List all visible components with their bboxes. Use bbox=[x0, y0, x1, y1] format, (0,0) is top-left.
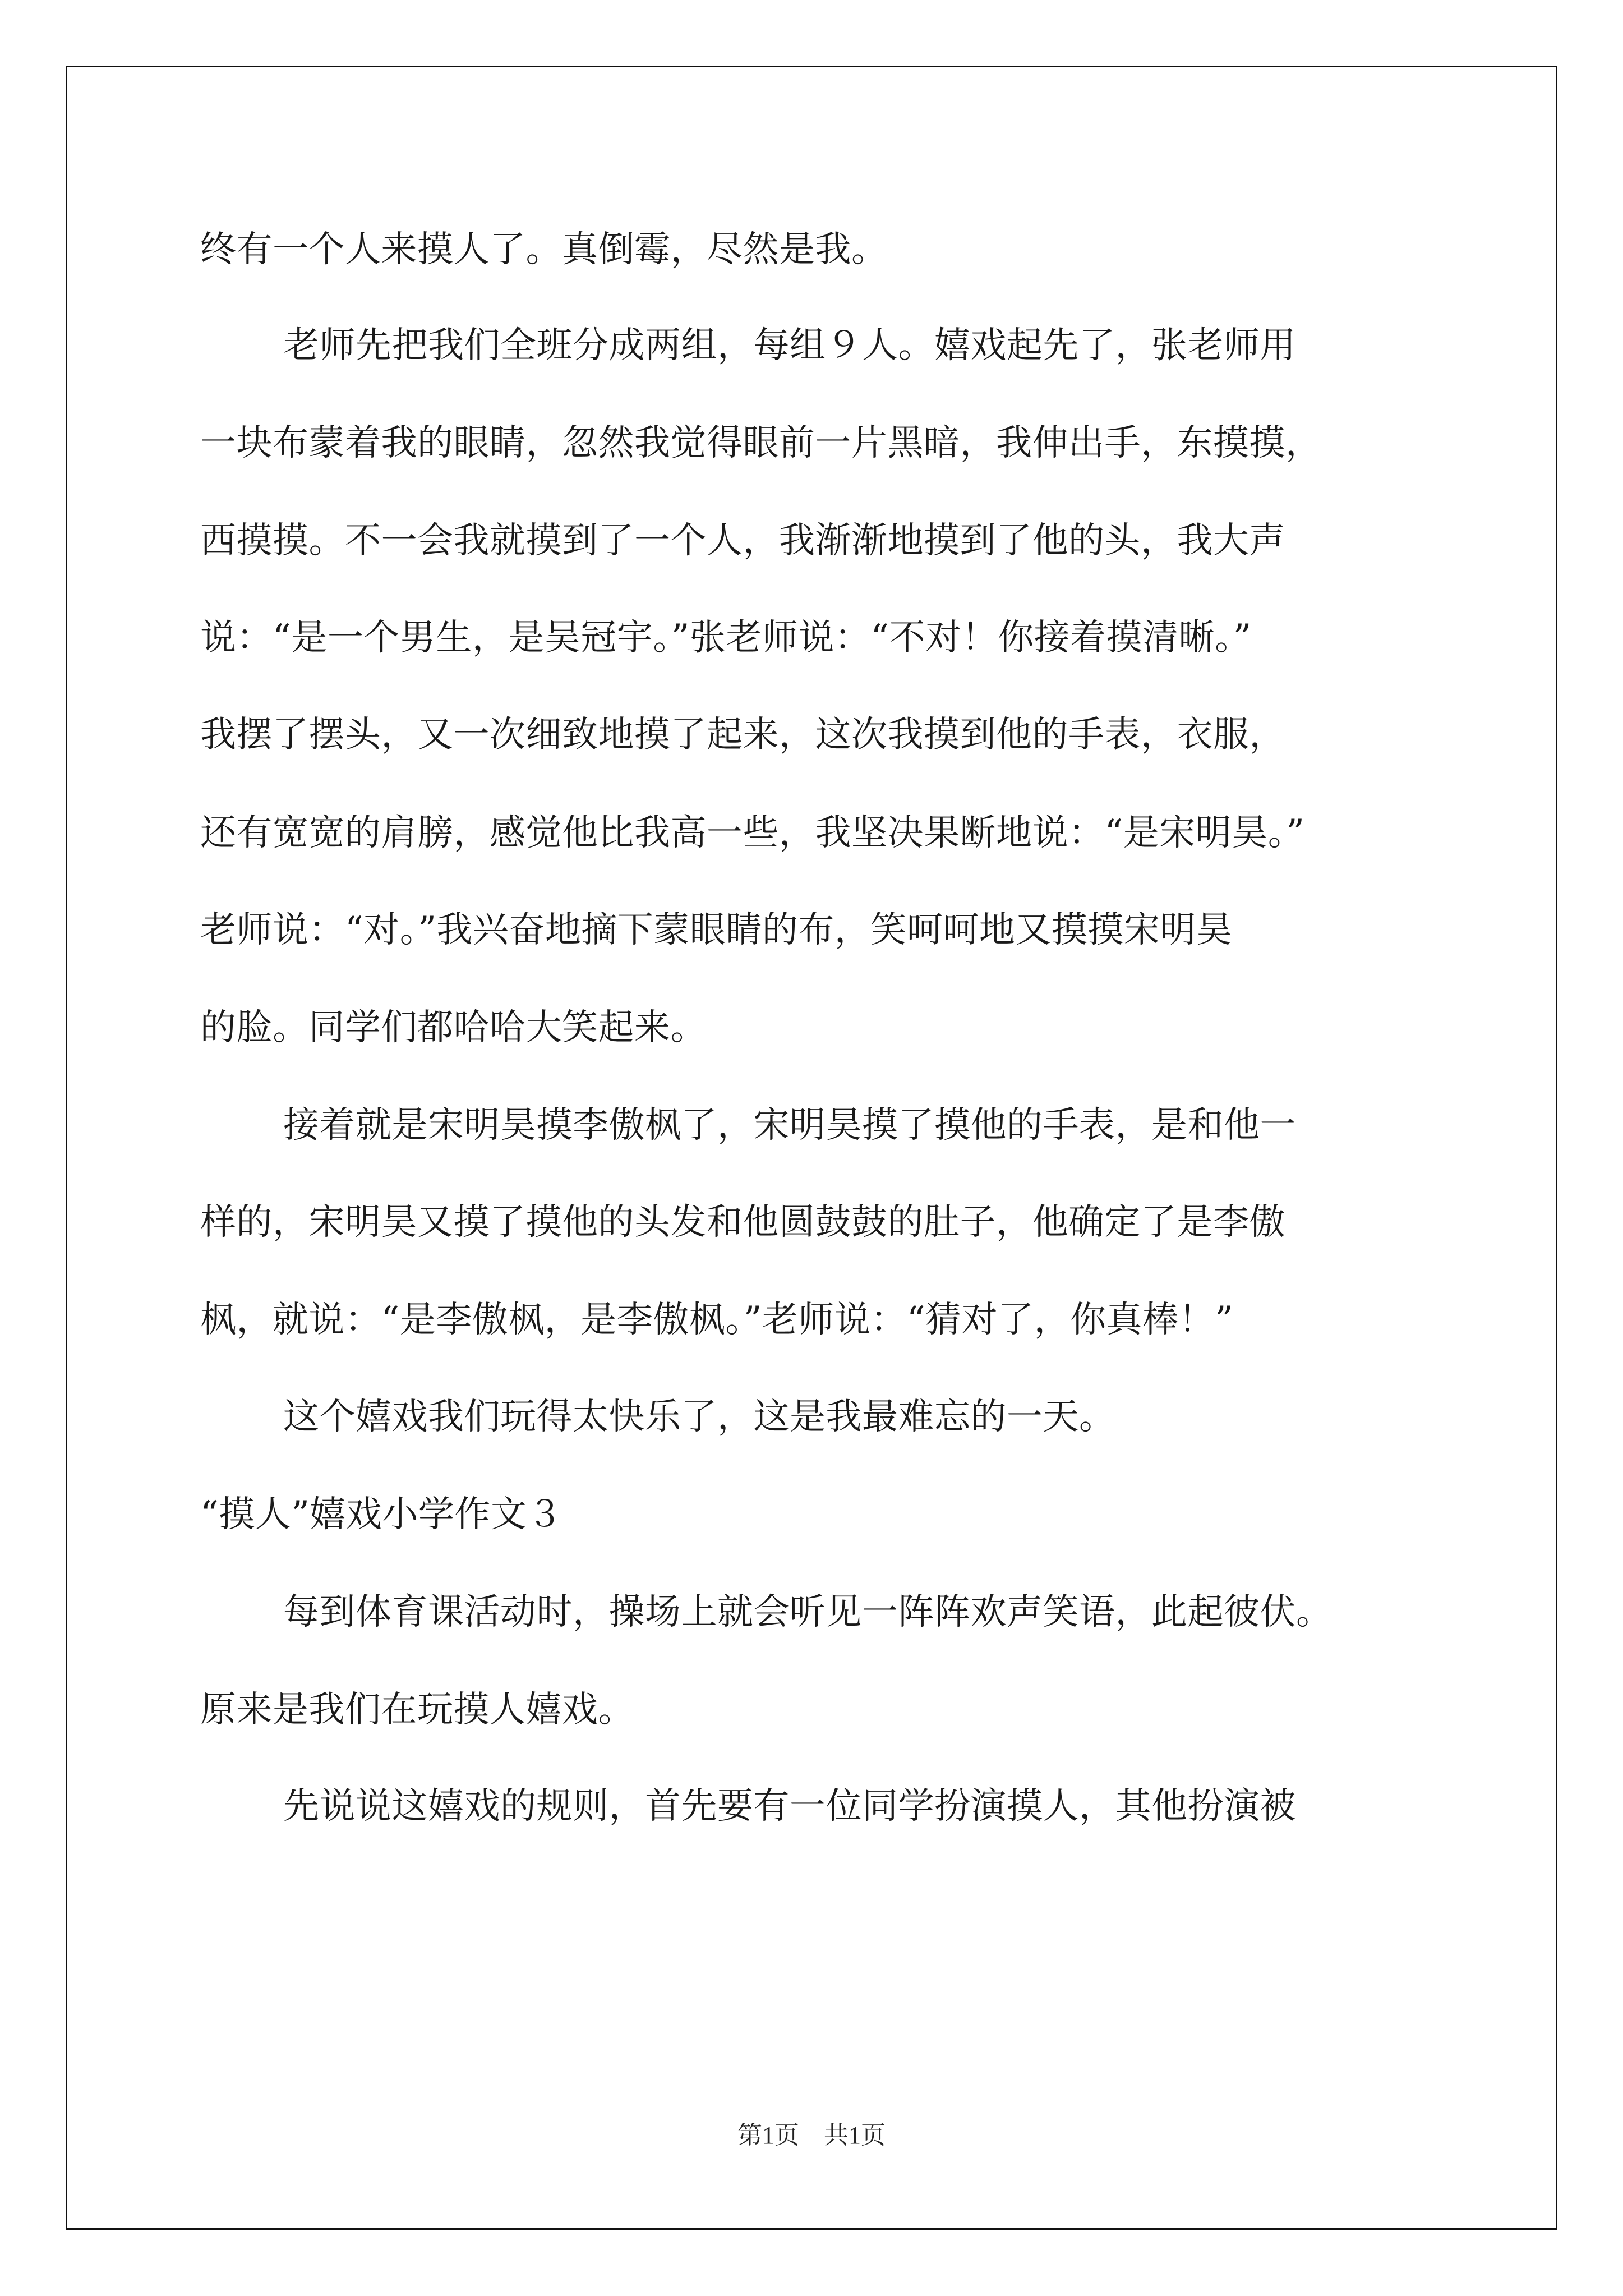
text-line-3: 一块布蒙着我的眼睛，忽然我觉得眼前一片黑暗，我伸出手，东摸摸， bbox=[200, 422, 1322, 464]
text-line-13: 这个嬉戏我们玩得太快乐了，这是我最难忘的一天。 bbox=[283, 1396, 1115, 1438]
text-line-17: 先说说这嬉戏的规则，首先要有一位同学扮演摸人，其他扮演被 bbox=[283, 1786, 1296, 1827]
text-line-9: 的脸。同学们都哈哈大笑起来。 bbox=[200, 1007, 707, 1048]
text-line-7: 还有宽宽的肩膀，感觉他比我高一些，我坚决果断地说：“是宋明昊。” bbox=[200, 812, 1305, 854]
text-line-11: 样的，宋明昊又摸了摸他的头发和他圆鼓鼓的肚子，他确定了是李傲 bbox=[200, 1202, 1285, 1243]
text-line-16: 原来是我们在玩摸人嬉戏。 bbox=[200, 1689, 634, 1731]
page-footer: 第1页 共1页 bbox=[737, 2122, 886, 2149]
page-border bbox=[66, 66, 1557, 2230]
text-line-5: 说：“是一个男生，是吴冠宇。”张老师说：“不对！你接着摸清晰。” bbox=[200, 617, 1252, 659]
text-line-8: 老师说：“对。”我兴奋地摘下蒙眼睛的布，笑呵呵地又摸摸宋明昊 bbox=[200, 909, 1233, 951]
text-line-1: 终有一个人来摸人了。真倒霉，尽然是我。 bbox=[200, 229, 888, 270]
text-line-12: 枫，就说：“是李傲枫，是李傲枫。”老师说：“猜对了，你真棒！” bbox=[200, 1299, 1234, 1341]
text-line-15: 每到体育课活动时，操场上就会听见一阵阵欢声笑语，此起彼伏。 bbox=[283, 1591, 1332, 1633]
section-heading: “摸人”嬉戏小学作文３ bbox=[200, 1494, 563, 1535]
text-line-2: 老师先把我们全班分成两组，每组９人。嬉戏起先了，张老师用 bbox=[283, 325, 1296, 366]
text-line-6: 我摆了摆头，又一次细致地摸了起来，这次我摸到他的手表，衣服， bbox=[200, 714, 1285, 756]
text-line-10: 接着就是宋明昊摸李傲枫了，宋明昊摸了摸他的手表，是和他一 bbox=[283, 1105, 1296, 1146]
text-line-4: 西摸摸。不一会我就摸到了一个人，我渐渐地摸到了他的头，我大声 bbox=[200, 520, 1285, 562]
